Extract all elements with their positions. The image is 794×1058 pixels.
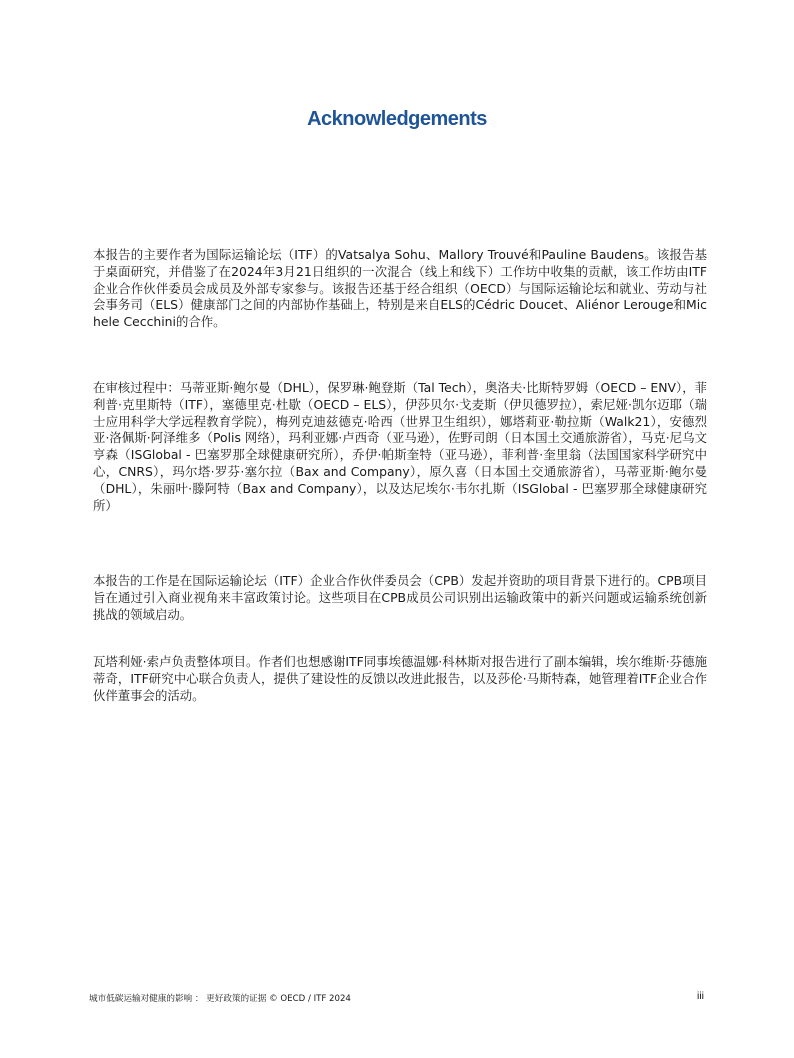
page-title: Acknowledgements	[307, 108, 487, 130]
paragraph-authors: 本报告的主要作者为国际运输论坛（ITF）的Vatsalya Sohu、Mallory Trouvé和Pauline Baudens。该报告基于桌面研究，并借鉴了在2024年3月21日组织的一次混合（线上和线下）工作坊中收集的贡献，该工作坊由ITF企业合作伙伴委员会成员及外部专家参与。该报告还基于经合组织（OECD）与国际运输论坛和就业、劳动与社会事务司（ELS）健康部门之间的内部协作基础上，特别是来自ELS的Cédric Doucet、Aliénor Lerouge和Michele Cecchini的合作。	[93, 247, 707, 330]
footer-citation: 城市低碳运输对健康的影响 ： 更好政策的证据 © OECD / ITF 2024	[89, 994, 351, 1004]
page-number: iii	[697, 990, 704, 1002]
paragraph-reviewers: 在审核过程中：马蒂亚斯·鲍尔曼（DHL），保罗琳·鲍登斯（Tal Tech），奥洛夫·比斯特罗姆（OECD – ENV），菲利普·克里斯特（ITF），塞德里克·杜歇（OECD – ELS），伊莎贝尔·戈麦斯（伊贝德罗拉），索尼娅·凯尔迈耶（瑞士应用科学大学远程教育学院），梅列克迪兹德克·哈西（世界卫生组织），娜塔莉亚·勒拉斯（Walk21），安德烈亚·洛佩斯·阿泽维多（Polis 网络），玛利亚娜·卢西奇（亚马逊），佐野司朗（日本国土交通旅游省），马克·尼乌文亨森（ISGlobal - 巴塞罗那全球健康研究所），乔伊·帕斯奎特（亚马逊），菲利普·奎里翁（法国国家科学研究中心，CNRS），玛尔塔·罗芬·塞尔拉（Bax and Company），原久喜（日本国土交通旅游省），马蒂亚斯·鲍尔曼（DHL），朱丽叶·滕阿特（Bax and Company），以及达尼埃尔·韦尔扎斯（ISGlobal - 巴塞罗那全球健康研究所）	[93, 380, 707, 513]
paragraph-cpb-context: 本报告的工作是在国际运输论坛（ITF）企业合作伙伴委员会（CPB）发起并资助的项目背景下进行的。CPB项目旨在通过引入商业视角来丰富政策讨论。这些项目在CPB成员公司识别出运输政策中的新兴问题或运输系统创新挑战的领域启动。	[93, 573, 707, 622]
paragraph-thanks: 瓦塔利娅·索卢负责整体项目。作者们也想感谢ITF同事埃德温娜·科林斯对报告进行了副本编辑，埃尔维斯·芬德施蒂奇，ITF研究中心联合负责人，提供了建设性的反馈以改进此报告，以及莎伦·马斯特森，她管理着ITF企业合作伙伴董事会的活动。	[93, 654, 707, 703]
